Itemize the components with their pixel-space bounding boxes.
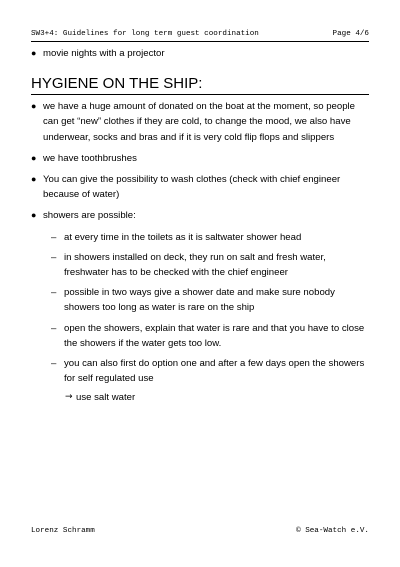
page-header <box>31 28 369 40</box>
sub-list-item-text: possible in two ways give a shower date and make sure nobody showers too long as water is rare on the ship <box>64 287 335 314</box>
header-page-number: Page 4/6 <box>332 30 369 38</box>
sub-list-item <box>31 356 369 386</box>
sub-list-item <box>31 230 369 245</box>
arrow-note-text: use salt water <box>76 392 136 404</box>
sub-list-item <box>31 250 369 280</box>
header-title: SW3+4: Guidelines for long term guest coordination <box>31 30 259 38</box>
list-item-text: movie nights with a projector <box>43 48 165 59</box>
list-item <box>31 99 369 145</box>
list-item <box>31 208 369 223</box>
dash-icon: – <box>51 358 57 370</box>
sub-list-item <box>31 321 369 351</box>
arrow-note <box>31 390 369 405</box>
sub-list-item-text: you can also first do option one and after a few days open the showers for self regulated use <box>64 358 365 385</box>
bullet-icon: ● <box>31 101 37 112</box>
header-divider <box>31 41 369 42</box>
page-content <box>31 46 369 406</box>
sub-list-item <box>31 285 369 315</box>
section-heading: HYGIENE ON THE SHIP: <box>31 75 369 95</box>
bullet-icon: ● <box>31 152 37 163</box>
dash-icon: – <box>51 287 57 299</box>
footer-copyright: © Sea-Watch e.V. <box>296 527 369 535</box>
sub-list-item-text: at every time in the toilets as it is saltwater shower head <box>64 231 302 243</box>
dash-icon: – <box>51 231 57 243</box>
arrow-right-icon: → <box>65 392 73 403</box>
list-item <box>31 172 369 202</box>
list-item-text: we have toothbrushes <box>43 152 137 164</box>
list-item-text: You can give the possibility to wash clothes (check with chief engineer because of water) <box>43 174 341 201</box>
dash-icon: – <box>51 251 57 263</box>
sub-list-item-text: in showers installed on deck, they run on salt and fresh water, freshwater has to be checked with the chief engineer <box>64 251 326 279</box>
sub-list-item-text: open the showers, explain that water is rare and that you have to close the showers if the water gets too low. <box>64 322 365 349</box>
dash-icon: – <box>51 322 57 334</box>
list-item <box>31 46 369 61</box>
list-item-text: we have a huge amount of donated on the boat at the moment, so people can get “new” clothes if they are cold, to change the mood, we also have underwear, socks and bras and if it is very cold flip flops and slippers <box>43 101 356 143</box>
bullet-icon: ● <box>31 174 37 185</box>
list-item-text: showers are possible: <box>43 210 136 222</box>
bullet-icon: ● <box>31 48 37 58</box>
footer-author: Lorenz Schramm <box>31 527 95 535</box>
bullet-icon: ● <box>31 210 37 221</box>
list-item <box>31 151 369 166</box>
